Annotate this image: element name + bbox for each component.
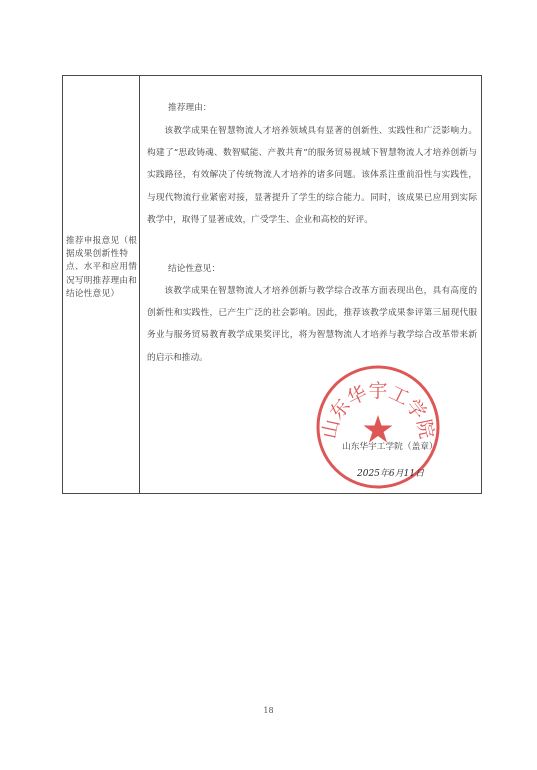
page-number: 18 bbox=[263, 706, 274, 715]
column-divider bbox=[139, 76, 140, 493]
left-label-cell: 推荐申报意见（根据成果创新性特点、水平和应用情况写明推荐理由和结论性意见） bbox=[66, 236, 138, 299]
reason-paragraph: 该教学成果在智慧物流人才培养领域具有显著的创新性、实践性和广泛影响力。构建了“思政铸魂、数智赋能、产教共育”的服务贸易视域下智慧物流人才培养创新与实践路径，有效解决了传统物流人才培养的诸多问题。该体系注重前沿性与实践性，与现代物流行业紧密对接，显著提升了学生的综合能力。同时，该成果已应用到实际教学中，取得了显著成效，广受学生、企业和高校的好评。 bbox=[147, 126, 477, 225]
signer-name: 山东华宇工学院（盖章） bbox=[342, 442, 438, 452]
seal-text: 山东华宇工学院 bbox=[318, 380, 438, 441]
signature-date: 2025年6月11日 bbox=[357, 469, 425, 479]
conclusion-paragraph: 该教学成果在智慧物流人才培养创新与教学综合改革方面表现出色，具有高度的创新性和实践性，已产生广泛的社会影响。因此，推荐该教学成果参评第三届现代服务业与服务贸易教育教学成果奖评比，将为智慧物流人才培养与教学综合改革带来新的启示和推动。 bbox=[147, 286, 477, 363]
reason-heading: 推荐理由： bbox=[168, 103, 212, 113]
conclusion-heading: 结论性意见： bbox=[168, 264, 221, 274]
recommendation-table bbox=[62, 75, 482, 494]
